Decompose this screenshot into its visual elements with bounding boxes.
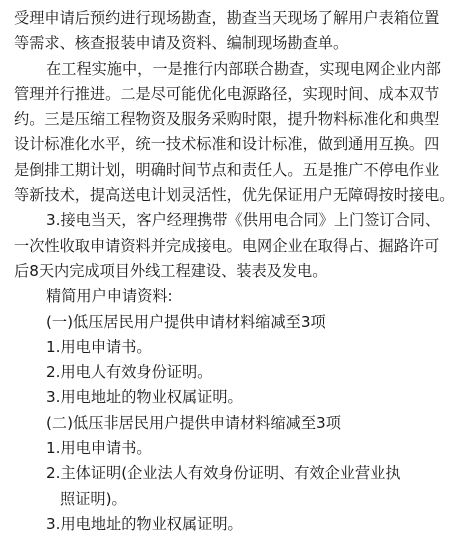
paragraph-start-line: 3.接电当天，客户经理携带《供用电合同》上门签订合同、 [46,211,441,230]
list-item: 1.用电申请书。 [46,337,152,356]
text-line: 设计标准化水平，统一技术标准和设计标准，做到通用互换。四 [14,135,440,154]
text-line: 是倒排工期计划，明确时间节点和责任人。五是推广不停电作业 [14,160,440,179]
text-line: 一次性收取申请资料并完成接电。电网企业在取得占、掘路许可 [14,236,440,255]
list-item: 3.用电地址的物业权属证明。 [46,388,243,407]
text-line: 约。三是压缩工程物资及服务采购时限，提升物料标准化和典型 [14,110,440,129]
text-line: 受理申请后预约进行现场勘查，勘查当天现场了解用户表箱位置 [14,9,440,27]
list-item: 2.用电人有效身份证明。 [46,363,213,382]
list-item: 3.用电地址的物业权属证明。 [46,514,243,533]
paragraph-start-line: 在工程实施中，一是推行内部联合勘查，实现电网企业内部 [46,59,441,78]
section-heading: 精简用户申请资料: [46,287,173,306]
text-line: 后8天内完成项目外线工程建设、装表及发电。 [14,261,328,280]
list-item: 1.用电申请书。 [46,439,152,458]
text-line: 等新技术，提高送电计划灵活性，优先保证用户无障碍按时接电。 [14,186,454,205]
subsection-heading: (二)低压非居民用户提供申请材料缩减至3项 [46,413,341,432]
list-item: 2.主体证明(企业法人有效身份证明、有效企业营业执 [46,464,401,483]
text-line: 等需求、核查报装申请及资料、编制现场勘查单。 [14,34,349,53]
list-item-continuation: 照证明)。 [60,489,127,508]
subsection-heading: (一)低压居民用户提供申请材料缩减至3项 [46,312,326,331]
text-line: 管理并行推进。二是尽可能优化电源路径，实现时间、成本双节 [14,84,440,103]
